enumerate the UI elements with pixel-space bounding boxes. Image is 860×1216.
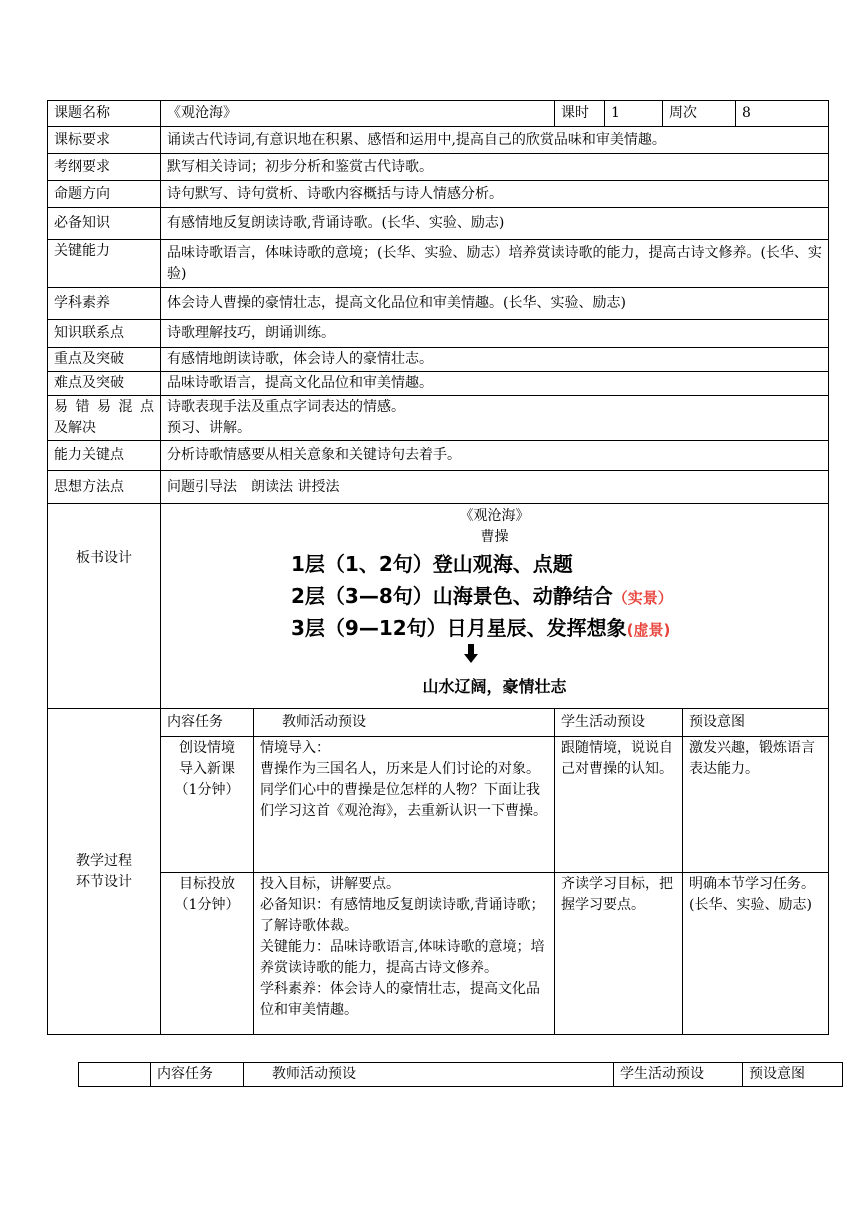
- board-layer-1: 1层（1、2句）登山观海、点题: [291, 552, 573, 576]
- process-label-2: 环节设计: [76, 873, 132, 890]
- board-summary: 山水辽阔，豪情壮志: [422, 677, 567, 696]
- row-links: [48, 320, 829, 348]
- process-label: [48, 709, 161, 1035]
- row-key: [48, 348, 829, 372]
- difficulty-label: 难点及突破: [48, 372, 161, 396]
- board-label: 板书设计: [48, 504, 161, 709]
- next-empty-cell: [79, 1063, 151, 1087]
- links-value: 诗歌理解技巧，朗诵训练。: [161, 320, 829, 348]
- next-page-header-table: [78, 1062, 843, 1087]
- confusion-label-2: 及解决: [54, 420, 96, 436]
- step2-teacher-3: 关键能力：品味诗歌语言,体味诗歌的意境；培养赏读诗歌的能力，提高古诗文修养。: [260, 939, 545, 976]
- lesson-plan-table: [47, 100, 829, 1035]
- process-step-1: [48, 737, 829, 873]
- confusion-value: [161, 396, 829, 441]
- standard-label: 课标要求: [48, 127, 161, 154]
- key-label: 重点及突破: [48, 348, 161, 372]
- row-method: [48, 471, 829, 504]
- step1-teacher-1: 情境导入：: [260, 740, 330, 756]
- board-design: [161, 504, 829, 709]
- hours-label: 课时: [555, 101, 605, 127]
- board-layer-2-text: 2层（3—8句）山海景色、动静结合: [291, 584, 613, 608]
- syllabus-value: 默写相关诗词；初步分析和鉴赏古代诗歌。: [161, 154, 829, 181]
- hours-value: 1: [605, 101, 663, 127]
- next-teacher-header: 教师活动预设: [244, 1063, 614, 1087]
- intent-header: 预设意图: [683, 709, 829, 737]
- row-ability: [48, 240, 829, 288]
- ability-label: 关键能力: [48, 240, 161, 288]
- confusion-label-1: 易错易混点: [54, 399, 154, 415]
- confusion-label: [48, 396, 161, 441]
- row-direction: [48, 181, 829, 208]
- step1-task-1: 创设情境: [179, 740, 235, 756]
- syllabus-label: 考纲要求: [48, 154, 161, 181]
- step2-teacher-1: 投入目标，讲解要点。: [260, 876, 400, 892]
- step2-intent: 明确本节学习任务。(长华、实验、励志): [683, 873, 829, 1035]
- step1-teacher-2: 曹操作为三国名人，历来是人们讨论的对象。同学们心中的曹操是位怎样的人物？下面让我们学习这首《观沧海》，去重新认识一下曹操。: [260, 761, 547, 819]
- step1-task-3: （1分钟）: [174, 782, 240, 798]
- links-label: 知识联系点: [48, 320, 161, 348]
- standard-value: 诵读古代诗词,有意识地在积累、感悟和运用中,提高自己的欣赏品味和审美情趣。: [161, 127, 829, 154]
- step2-student: 齐读学习目标，把握学习要点。: [555, 873, 683, 1035]
- step2-task: [161, 873, 254, 1035]
- row-confusion: [48, 396, 829, 441]
- board-author: 曹操: [480, 529, 509, 545]
- title-label: 课题名称: [48, 101, 161, 127]
- step2-task-1: 目标投放: [179, 876, 235, 892]
- board-layer-3-text: 3层（9—12句）日月星辰、发挥想象: [291, 616, 627, 640]
- step1-task: [161, 737, 254, 873]
- process-step-2: [48, 873, 829, 1035]
- step1-task-2: 导入新课: [179, 761, 235, 777]
- step2-teacher-4: 学科素养：体会诗人的豪情壮志，提高文化品位和审美情趣。: [260, 981, 540, 1018]
- ability-point-value: 分析诗歌情感要从相关意象和关键诗句去着手。: [161, 441, 829, 471]
- row-difficulty: [48, 372, 829, 396]
- literacy-value: 体会诗人曹操的豪情壮志，提高文化品位和审美情趣。(长华、实验、励志): [161, 288, 829, 320]
- board-title: 《观沧海》: [459, 508, 530, 524]
- next-student-header: 学生活动预设: [614, 1063, 743, 1087]
- board-layer-3: [291, 618, 670, 641]
- step2-teacher: [254, 873, 555, 1035]
- direction-value: 诗句默写、诗句赏析、诗歌内容概括与诗人情感分析。: [161, 181, 829, 208]
- step1-teacher: [254, 737, 555, 873]
- lesson-title: 《观沧海》: [161, 101, 555, 127]
- literacy-label: 学科素养: [48, 288, 161, 320]
- next-intent-header: 预设意图: [743, 1063, 843, 1087]
- row-knowledge: [48, 208, 829, 240]
- difficulty-value: 品味诗歌语言，提高文化品位和审美情趣。: [161, 372, 829, 396]
- student-header: 学生活动预设: [555, 709, 683, 737]
- header-row: [48, 101, 829, 127]
- next-header-row: [79, 1063, 843, 1087]
- method-label: 思想方法点: [48, 471, 161, 504]
- row-ability-point: [48, 441, 829, 471]
- board-layer-2-note: （实景）: [612, 589, 673, 607]
- row-standard: [48, 127, 829, 154]
- step2-teacher-2: 必备知识：有感情地反复朗读诗歌,背诵诗歌；了解诗歌体裁。: [260, 897, 545, 934]
- confusion-value-1: 诗歌表现手法及重点字词表达的情感。: [167, 399, 405, 415]
- key-value: 有感情地朗读诗歌，体会诗人的豪情壮志。: [161, 348, 829, 372]
- step2-task-2: （1分钟）: [174, 897, 240, 913]
- week-value: 8: [736, 101, 829, 127]
- method-value: 问题引导法 朗读法 讲授法: [161, 471, 829, 504]
- step1-intent: 激发兴趣，锻炼语言表达能力。: [683, 737, 829, 873]
- next-task-header: 内容任务: [151, 1063, 244, 1087]
- knowledge-label: 必备知识: [48, 208, 161, 240]
- row-syllabus: [48, 154, 829, 181]
- process-label-1: 教学过程: [76, 852, 132, 869]
- teacher-header: 教师活动预设: [254, 709, 555, 737]
- direction-label: 命题方向: [48, 181, 161, 208]
- task-header: 内容任务: [161, 709, 254, 737]
- row-board: [48, 504, 829, 709]
- down-arrow-icon: [464, 644, 478, 664]
- ability-value: 品味诗歌语言，体味诗歌的意境；(长华、实验、励志）培养赏读诗歌的能力，提高古诗文修养。(长华、实验): [161, 240, 829, 288]
- process-header-row: [48, 709, 829, 737]
- step1-student: 跟随情境，说说自己对曹操的认知。: [555, 737, 683, 873]
- knowledge-value: 有感情地反复朗读诗歌,背诵诗歌。(长华、实验、励志): [161, 208, 829, 240]
- board-layer-3-note: (虚景): [626, 621, 671, 639]
- week-label: 周次: [663, 101, 736, 127]
- ability-point-label: 能力关键点: [48, 441, 161, 471]
- confusion-value-2: 预习、讲解。: [167, 420, 251, 436]
- board-layer-2: [291, 586, 673, 609]
- row-literacy: [48, 288, 829, 320]
